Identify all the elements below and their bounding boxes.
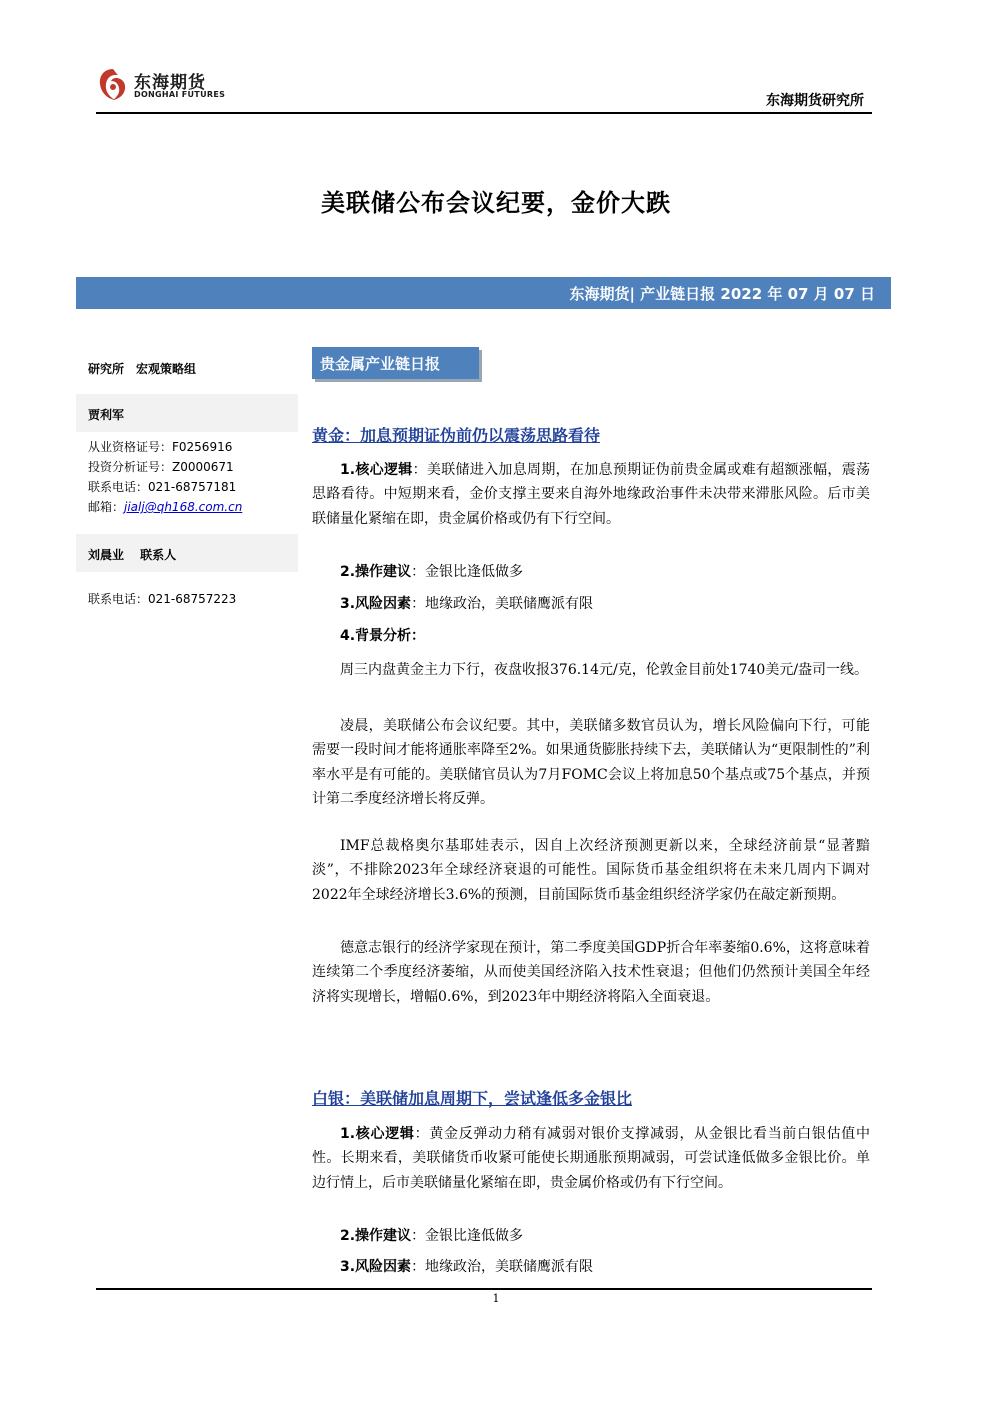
document-title: 美联储公布会议纪要，金价大跌 bbox=[321, 189, 671, 217]
page-number: 1 bbox=[492, 1292, 500, 1305]
email-link[interactable]: jialj@qh168.com.cn bbox=[124, 500, 243, 514]
header-divider bbox=[96, 112, 872, 114]
page-header bbox=[96, 64, 872, 114]
company-logo bbox=[96, 64, 246, 108]
gold-risk-text: ：地缘政治，美联储鹰派有限 bbox=[411, 596, 594, 612]
silver-core-logic-text: ：黄金反弹动力稍有减弱对银价支撑减弱，从金银比看当前白银估值中性。长期来看，美联储货币收紧可能使长期通胀预期减弱，可尝试逢低做多金银比价。单边行情上，后市美联储量化紧缩在即，贵金属价格或仍有下行空间。 bbox=[312, 1126, 870, 1191]
silver-risk-label: 3.风险因素 bbox=[340, 1259, 412, 1275]
gold-background-p1: 周三内盘黄金主力下行，夜盘收报376.14元/克，伦敦金目前处1740美元/盎司一线。 bbox=[340, 662, 869, 678]
gold-heading: 黄金：加息预期证伪前仍以震荡思路看待 bbox=[312, 426, 601, 445]
gold-suggestion-label: 2.操作建议 bbox=[340, 564, 412, 580]
gold-core-logic-label: 1.核心逻辑 bbox=[340, 462, 413, 478]
report-banner bbox=[76, 277, 891, 309]
banner-text: 东海期货| 产业链日报 2022 年 07 月 07 日 bbox=[569, 285, 875, 303]
gold-background-p2: 凌晨，美联储公布会议纪要。其中，美联储多数官员认为，增长风险偏向下行，可能需要一段时间才能将通胀率降至2%。如果通货膨胀持续下去，美联储认为“更限制性的”利率水平是有可能的。美联储官员认为7月FOMC会议上将加息50个基点或75个基点，并预计第二季度经济增长将反弹。 bbox=[312, 718, 870, 807]
footer-divider bbox=[96, 1288, 872, 1290]
analyst-phone: 联系电话：021-68757181 bbox=[88, 480, 237, 494]
silver-heading: 白银：美联储加息周期下，尝试逢低多金银比 bbox=[312, 1089, 633, 1108]
silver-suggestion-text: ：金银比逢低做多 bbox=[411, 1228, 524, 1244]
gold-background-label-row bbox=[312, 624, 870, 648]
gold-suggestion bbox=[312, 560, 870, 584]
department: 研究所 宏观策略组 bbox=[88, 362, 197, 376]
org-name: 东海期货研究所 bbox=[766, 93, 864, 109]
section-tag bbox=[312, 347, 479, 379]
silver-core-logic-label: 1.核心逻辑 bbox=[340, 1126, 415, 1142]
gold-risk-label: 3.风险因素 bbox=[340, 596, 412, 612]
analyst-qualification: 从业资格证号：F0256916 bbox=[88, 440, 233, 454]
analyst-name: 贾利军 bbox=[88, 408, 125, 422]
silver-risk-text: ：地缘政治，美联储鹰派有限 bbox=[411, 1259, 594, 1275]
contact-name: 刘晨业 联系人 bbox=[88, 548, 177, 562]
section-tag-label: 贵金属产业链日报 bbox=[320, 355, 441, 373]
gold-background-label: 4.背景分析： bbox=[340, 628, 426, 644]
analyst-license: 投资分析证号：Z0000671 bbox=[88, 460, 234, 474]
analyst-email-row bbox=[88, 498, 242, 515]
silver-risk bbox=[312, 1255, 870, 1279]
gold-core-logic-text: ：美联储进入加息周期，在加息预期证伪前贵金属或难有超额涨幅，震荡思路看待。中短期来看，金价支撑主要来自海外地缘政治事件未决带来滞胀风险。后市美联储量化紧缩在即，贵金属价格或仍有下行空间。 bbox=[312, 462, 871, 527]
contact-block bbox=[76, 534, 298, 572]
gold-background-p4: 德意志银行的经济学家现在预计，第二季度美国GDP折合年率萎缩0.6%，这将意味着连续第二个季度经济萎缩，从而使美国经济陷入技术性衰退；但他们仍然预计美国全年经济将实现增长，增幅0.6%，到2023年中期经济将陷入全面衰退。 bbox=[312, 940, 870, 1005]
silver-suggestion bbox=[312, 1224, 870, 1248]
gold-risk bbox=[312, 592, 870, 616]
analyst-block bbox=[76, 394, 298, 432]
logo-text-cn: 东海期货 bbox=[134, 73, 206, 93]
logo-text-en: DONGHAI FUTURES bbox=[134, 90, 226, 99]
gold-background-p3: IMF总裁格奥尔基耶娃表示，因自上次经济预测更新以来，全球经济前景“显著黯淡”，不排除2023年全球经济衰退的可能性。国际货币基金组织将在未来几周内下调对2022年全球经济增长3.6%的预测，目前国际货币基金组织经济学家仍在敲定新预期。 bbox=[312, 838, 870, 903]
contact-phone: 联系电话：021-68757223 bbox=[88, 592, 237, 606]
dragon-logo-icon bbox=[96, 66, 130, 104]
silver-suggestion-label: 2.操作建议 bbox=[340, 1228, 412, 1244]
silver-core-logic bbox=[312, 1122, 870, 1195]
gold-core-logic bbox=[312, 458, 870, 531]
email-label: 邮箱： bbox=[88, 500, 125, 514]
gold-suggestion-text: ：金银比逢低做多 bbox=[411, 564, 524, 580]
